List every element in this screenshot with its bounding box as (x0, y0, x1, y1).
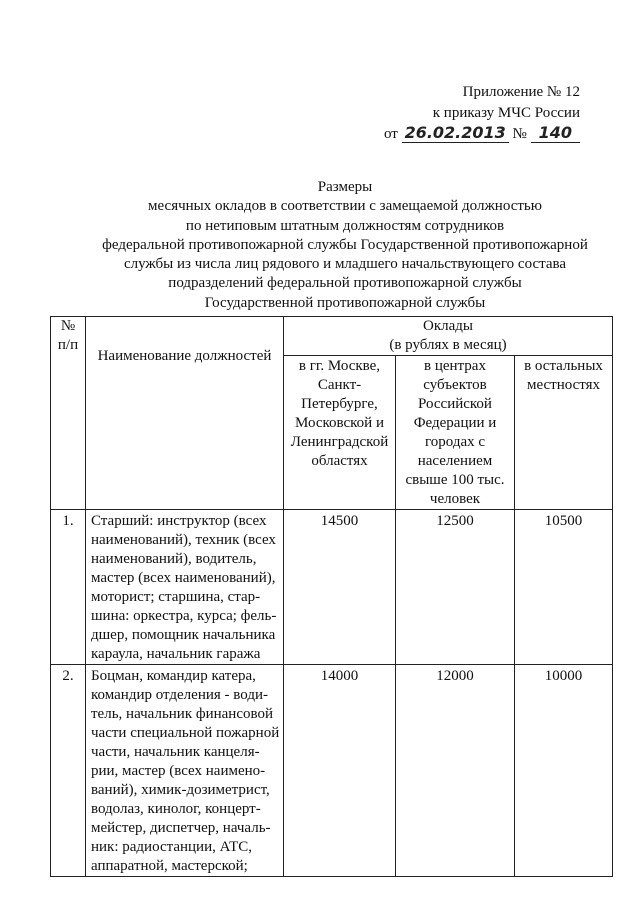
position-line: части специальной пожарной (91, 725, 280, 741)
subheader-line: субъектов (423, 377, 487, 393)
subheader-line: человек (429, 491, 481, 507)
heading-line: по нетиповым штатным должностям сотрудников (185, 217, 505, 234)
position-line: командир отделения - води- (91, 687, 268, 703)
subheader-line: в остальных (524, 358, 603, 374)
column-header-salaries (284, 317, 613, 356)
subheader-line: в гг. Москве, (298, 358, 381, 374)
salary-other: 10500 (515, 510, 613, 665)
table-row (51, 665, 613, 877)
position-line: Боцман, командир катера, (91, 668, 256, 684)
heading-title: Размеры (317, 179, 373, 195)
subheader-line: Петербурге, (301, 396, 378, 412)
column-header-number (51, 317, 86, 510)
position-line: караула, начальник гаража (91, 646, 261, 662)
order-date-prefix: от (383, 126, 398, 142)
position-line: дшер, помощник начальника (91, 627, 276, 643)
position-line: шина: оркестра, курса; фель- (91, 608, 277, 624)
subheader-line: городах с (424, 434, 486, 450)
subheader-line: Московской и (294, 415, 384, 431)
heading-line: службы из числа лиц рядового и младшего начальствующего состава (123, 256, 567, 273)
appendix-reference (384, 82, 580, 145)
row-number: 1. (51, 510, 86, 665)
position-line: части, начальник канцеля- (91, 744, 260, 760)
number-sign: № (60, 318, 76, 334)
position-line: рии, мастер (всех наимено- (91, 763, 266, 779)
subheader-line: местностях (526, 377, 601, 393)
order-number-handwritten: 140 (531, 124, 580, 143)
subheader-line: Санкт- (317, 377, 362, 393)
column-header-positions: Наименование должностей (86, 317, 284, 510)
subheader-regional-centers (396, 356, 515, 510)
position-line: водолаз, кинолог, концерт- (91, 801, 261, 817)
position-line: наименований), техник (всех (91, 532, 276, 548)
position-line: моторист; старшина, стар- (91, 589, 261, 605)
subheader-other-areas (515, 356, 613, 510)
document-heading (50, 178, 640, 313)
position-names (86, 510, 284, 665)
heading-line: месячных окладов в соответствии с замещаемой должностью (148, 198, 542, 215)
heading-line: подразделений федеральной противопожарной службы (168, 275, 522, 292)
order-number-label: № (512, 126, 527, 142)
position-line: ваний), химик-дозиметрист, (91, 782, 270, 798)
order-date-handwritten: 26.02.2013 (402, 124, 509, 143)
position-line: аппаратной, мастерской; (91, 858, 248, 874)
subheader-line: свыше 100 тыс. (405, 472, 505, 488)
position-line: ник: радиостанции, АТС, (91, 839, 253, 855)
salary-other: 10000 (515, 665, 613, 877)
position-line: мейстер, диспетчер, началь- (91, 820, 271, 836)
subheader-line: Ленинградской (290, 434, 389, 450)
appendix-title: Приложение № 12 (462, 84, 580, 100)
salary-moscow: 14500 (284, 510, 396, 665)
position-line: наименований), водитель, (91, 551, 257, 567)
position-line: мастер (всех наименований), (91, 570, 276, 586)
position-line: Старший: инструктор (всех (91, 513, 267, 529)
subheader-line: областях (311, 453, 368, 469)
order-reference: к приказу МЧС России (432, 105, 580, 121)
position-names (86, 665, 284, 877)
salaries-title: Оклады (423, 318, 473, 334)
subheader-line: в центрах (424, 358, 486, 374)
position-line: тель, начальник финансовой (91, 706, 273, 722)
order-date-number (384, 124, 580, 145)
subheader-line: населением (417, 453, 493, 469)
subheader-line: Российской (418, 396, 492, 412)
salary-moscow: 14000 (284, 665, 396, 877)
subheader-moscow-spb (284, 356, 396, 510)
salary-regional: 12500 (396, 510, 515, 665)
table-header-row (51, 317, 613, 356)
salaries-unit: (в рублях в месяц) (389, 337, 507, 353)
salary-table (50, 316, 613, 877)
heading-line: федеральной противопожарной службы Государственной противопожарной (102, 236, 588, 253)
subheader-line: Федерации и (413, 415, 497, 431)
row-number: 2. (51, 665, 86, 877)
number-abbrev: п/п (57, 337, 79, 353)
salary-regional: 12000 (396, 665, 515, 877)
table-row (51, 510, 613, 665)
heading-line: Государственной противопожарной службы (204, 294, 486, 311)
